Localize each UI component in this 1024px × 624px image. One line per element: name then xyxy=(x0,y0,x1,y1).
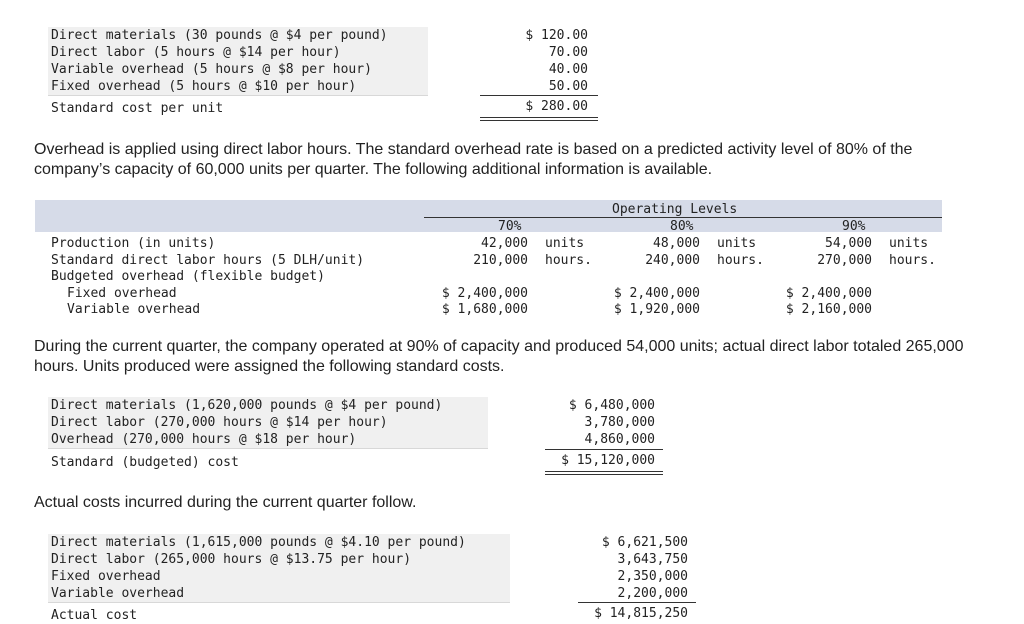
actual-cost-label: Variable overhead xyxy=(51,586,185,601)
actual-cost-value: $ 6,621,500 xyxy=(601,535,688,550)
hours-value: 270,000 xyxy=(817,253,872,268)
std-cost-value: 4,860,000 xyxy=(584,432,655,447)
fixed-value: $ 2,400,000 xyxy=(613,286,700,301)
actual-cost-value: 3,643,750 xyxy=(617,552,688,567)
actual-cost-label: Direct labor (265,000 hours @ $13.75 per hour) xyxy=(51,552,412,567)
hours-value: 240,000 xyxy=(645,253,700,268)
production-label: Production (in units) xyxy=(51,236,216,251)
unit-cost-label: Variable overhead (5 hours @ $8 per hour) xyxy=(51,62,372,77)
hours-word: hours. xyxy=(717,253,764,268)
budget-label: Budgeted overhead (flexible budget) xyxy=(51,269,325,284)
std-cost-value: $ 6,480,000 xyxy=(568,398,655,413)
hours-word: hours. xyxy=(889,253,936,268)
unit-cost-value: $ 120.00 xyxy=(525,28,588,43)
std-cost-label: Direct labor (270,000 hours @ $14 per hour) xyxy=(51,415,388,430)
units-value: 54,000 xyxy=(825,236,872,251)
unit-cost-total-value: $ 280.00 xyxy=(525,99,588,114)
unit-cost-label: Direct materials (30 pounds @ $4 per pound) xyxy=(51,28,388,43)
variable-value: $ 1,680,000 xyxy=(441,302,528,317)
std-cost-total-label: Standard (budgeted) cost xyxy=(51,455,239,470)
units-word: units xyxy=(889,236,929,251)
dlh-label: Standard direct labor hours (5 DLH/unit) xyxy=(51,253,365,268)
subtotal-rule xyxy=(578,602,696,603)
std-cost-total-value: $ 15,120,000 xyxy=(561,453,655,468)
levels-title: Operating Levels xyxy=(612,202,738,217)
variable-value: $ 2,160,000 xyxy=(785,302,872,317)
actual-cost-value: 2,200,000 xyxy=(617,586,688,601)
unit-cost-value: 70.00 xyxy=(548,45,588,60)
hours-value: 210,000 xyxy=(473,253,528,268)
actual-cost-label: Fixed overhead xyxy=(51,569,161,584)
units-value: 42,000 xyxy=(481,236,528,251)
level-pct: 70% xyxy=(498,219,522,234)
units-value: 48,000 xyxy=(653,236,700,251)
units-word: units xyxy=(717,236,757,251)
variable-overhead-label: Variable overhead xyxy=(67,302,201,317)
levels-header-band xyxy=(35,200,942,232)
unit-cost-total-label: Standard cost per unit xyxy=(51,101,224,116)
actual-cost-value: 2,350,000 xyxy=(617,569,688,584)
unit-cost-label: Direct labor (5 hours @ $14 per hour) xyxy=(51,45,341,60)
fixed-overhead-label: Fixed overhead xyxy=(67,286,177,301)
actual-cost-label: Direct materials (1,615,000 pounds @ $4.10 per pound) xyxy=(51,535,466,550)
subtotal-rule xyxy=(545,449,663,450)
variable-value: $ 1,920,000 xyxy=(613,302,700,317)
current-quarter-paragraph: During the current quarter, the company operated at 90% of capacity and produced 54,000 units; actual direct labor totaled 265,000 hours. Units produced were assigned the following standard costs. xyxy=(34,338,964,375)
std-cost-label: Overhead (270,000 hours @ $18 per hour) xyxy=(51,432,357,447)
level-pct: 90% xyxy=(842,219,866,234)
unit-cost-value: 40.00 xyxy=(548,62,588,77)
total-double-rule xyxy=(545,471,663,475)
actual-costs-paragraph: Actual costs incurred during the current quarter follow. xyxy=(34,494,417,511)
unit-cost-label: Fixed overhead (5 hours @ $10 per hour) xyxy=(51,79,357,94)
std-cost-value: 3,780,000 xyxy=(584,415,655,430)
std-cost-label: Direct materials (1,620,000 pounds @ $4 per pound) xyxy=(51,398,443,413)
fixed-value: $ 2,400,000 xyxy=(441,286,528,301)
actual-cost-total-label: Actual cost xyxy=(51,608,138,623)
subtotal-rule xyxy=(480,95,598,96)
actual-cost-total-value: $ 14,815,250 xyxy=(594,606,688,621)
level-pct: 80% xyxy=(670,219,694,234)
total-double-rule xyxy=(480,117,598,121)
intro-paragraph: Overhead is applied using direct labor hours. The standard overhead rate is based on a predicted activity level of 80% of the company’s capacity of 60,000 units per quarter. The following additional information is available. xyxy=(34,141,913,178)
unit-cost-value: 50.00 xyxy=(548,79,588,94)
hours-word: hours. xyxy=(545,253,592,268)
units-word: units xyxy=(545,236,585,251)
fixed-value: $ 2,400,000 xyxy=(785,286,872,301)
